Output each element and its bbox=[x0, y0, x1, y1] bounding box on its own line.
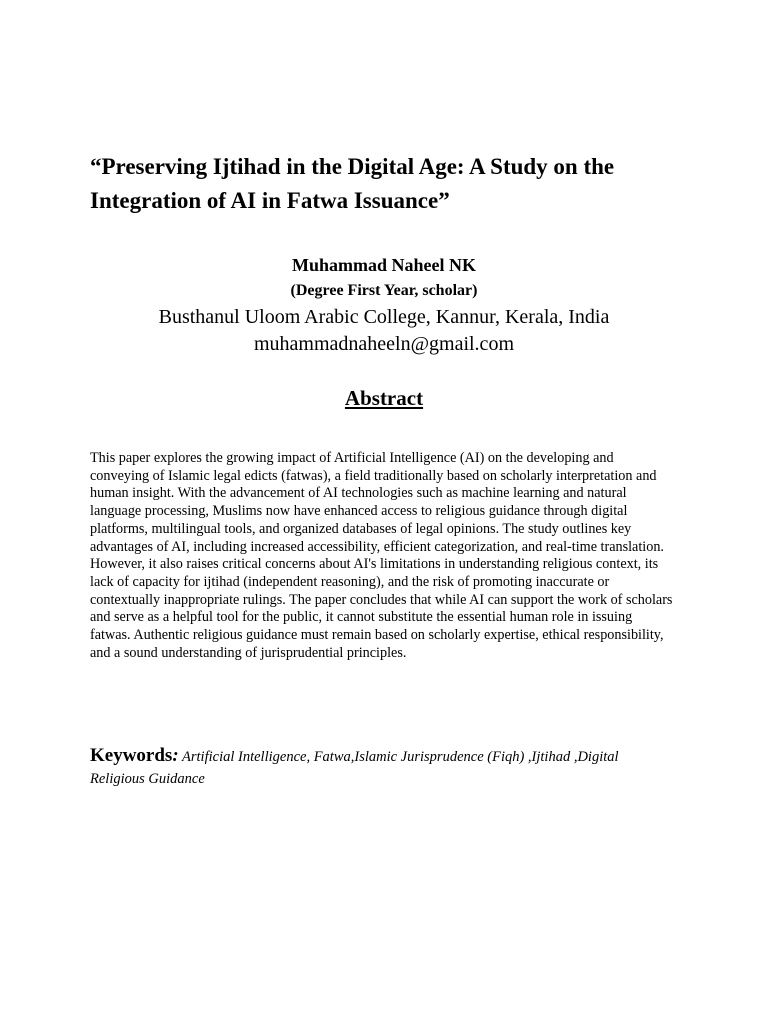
paper-title: “Preserving Ijtihad in the Digital Age: A Study on the Integration of AI in Fatwa Issuance” bbox=[90, 154, 615, 213]
keywords-section bbox=[90, 745, 673, 790]
keywords-colon: : bbox=[172, 745, 179, 766]
author-affiliation: Busthanul Uloom Arabic College, Kannur, Kerala, India bbox=[158, 306, 610, 328]
abstract-text: This paper explores the growing impact of Artificial Intelligence (AI) on the developing and conveying of Islamic legal edicts (fatwas), a field traditionally based on scholarly interpretation and human insight. With the advancement of AI technologies such as machine learning and natural language processing, Muslims now have enhanced access to religious guidance through digital platforms, multilingual tools, and organized databases of legal opinions. The study outlines key advantages of AI, including increased accessibility, efficient categorization, and real-time translation. However, it also raises critical concerns about AI's limitations in understanding religious context, its lack of capacity for ijtihad (independent reasoning), and the risk of promoting inaccurate or contextually inappropriate rulings. The paper concludes that while AI can support the work of scholars and serve as a helpful tool for the public, it cannot substitute the essential human role in issuing fatwas. Authentic religious guidance must remain based on scholarly expertise, ethical responsibility, and a sound understanding of jurisprudential principles. bbox=[90, 450, 673, 661]
author-role: (Degree First Year, scholar) bbox=[290, 282, 478, 299]
author-name: Muhammad Naheel NK bbox=[292, 255, 476, 275]
abstract-heading: Abstract bbox=[344, 386, 424, 410]
keywords-label: Keywords bbox=[90, 745, 173, 766]
keywords-list: Artificial Intelligence, Fatwa,Islamic Jurisprudence (Fiqh) ,Ijtihad ,Digital Religious Guidance bbox=[90, 749, 619, 787]
author-email: muhammadnaheeln@gmail.com bbox=[253, 333, 514, 355]
